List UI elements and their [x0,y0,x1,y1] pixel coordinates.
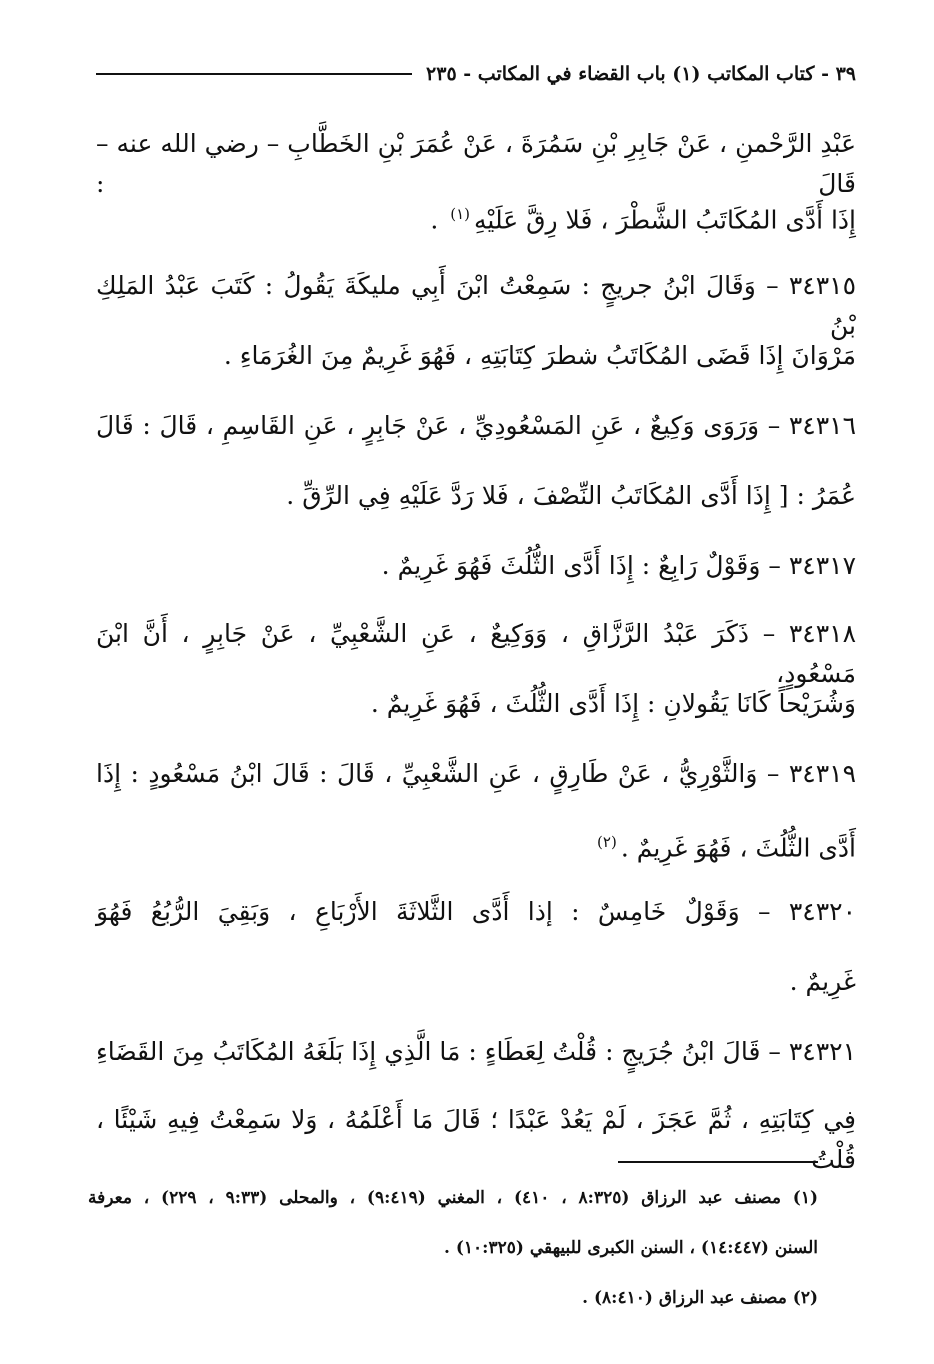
body-line: ٣٤٣١٨ – ذَكَرَ عَبْدُ الرَّزَّاقِ ، وَوَكِيعٌ ، عَنِ الشَّعْبِيِّ ، عَنْ جَابِرٍ ، أَنَّ ابْنَ مَسْعُودٍ، [96,619,856,688]
body-line-text: أَدَّى الثُّلُثَ ، فَهُوَ غَرِيمٌ . [620,833,856,863]
footnote-ref-1[interactable]: (١) [450,205,471,223]
body-line: ٣٤٣١٧ – وَقَوْلٌ رَابِعٌ : إِذَا أَدَّى الثُّلُثَ فَهُوَ غَرِيمٌ . [381,551,856,580]
running-title: ٣٩ - كتاب المكاتب (١) باب القضاء في المكاتب - ٢٣٥ [426,63,856,85]
footnote-separator [618,1161,818,1163]
footnote-ref-2[interactable]: (٢) [597,833,617,851]
body-line: ٣٤٣٢١ – قَالَ ابْنُ جُرَيجٍ : قُلْتُ لِعَطَاءٍ : مَا الَّذِي إِذَا بَلَغَهُ المُكَاتَبُ مِنَ القَضَاءِ [96,1037,856,1066]
body-line: عَبْدِ الرَّحْمنِ ، عَنْ جَابِرِ بْنِ سَمُرَةَ ، عَنْ عُمَرَ بْنِ الخَطَّابِ – رضي الله عنه – قَالَ : [96,129,856,198]
body-line: غَرِيمٌ . [789,967,856,996]
body-line: ٣٤٣١٩ – وَالثَّوْرِيُّ ، عَنْ طَارِقٍ ، عَنِ الشَّعْبِيِّ ، قَالَ : قَالَ ابْنُ مَسْعُودٍ : إِذَا [96,759,856,788]
body-line: فِي كِتَابَتِهِ ، ثُمَّ عَجَزَ ، لَمْ يَعُدْ عَبْدًا ؛ قَالَ مَا أَعْلَمُهُ ، وَلا سَمِعْتُ فِيهِ شَيْئًا ، قُلْتُ [96,1105,856,1174]
body-line-text: إِذَا أَدَّى المُكَاتَبُ الشَّطْرَ ، فَلا رِقَّ عَلَيْهِ [474,205,856,235]
body-line: عُمَرُ : [ إِذَا أَدَّى المُكَاتَبُ النِّصْفَ ، فَلا رَدَّ عَلَيْهِ فِي الرِّقِّ . [286,481,856,510]
body-line-with-note [96,194,856,240]
body-line-with-note [96,822,856,868]
footnote-line: (٢) مصنف عبد الرزاق (٨:٤١٠) . [582,1288,818,1308]
body-line: مَرْوَانَ إِذَا قَضَى المُكَاتَبُ شطرَ كِتَابَتِهِ ، فَهُوَ غَرِيمٌ مِنَ الغُرَمَاءِ . [223,341,856,370]
body-line: وَشُرَيْحاً كَانَا يَقُولانِ : إِذَا أَدَّى الثُّلُثَ ، فَهُوَ غَرِيمٌ . [370,689,856,718]
body-line: ٣٤٣١٥ – وَقَالَ ابْنُ جريجٍ : سَمِعْتُ ابْنَ أَبِي مليكَةَ يَقُولُ : كَتَبَ عَبْدُ المَلِكِ بْنُ [96,271,856,340]
body-line: ٣٤٣٢٠ – وَقَوْلٌ خَامِسٌ : إذا أَدَّى الثَّلاثَةَ الأَرْبَاعِ ، وَبَقِيَ الرُّبُعُ فَهُوَ [96,897,856,926]
footnote-line: السنن (١٤:٤٤٧) ، السنن الكبرى للبيهقي (١٠:٣٢٥) . [444,1238,818,1258]
line-end-period: . [430,205,447,235]
running-header [96,56,856,92]
body-line: ٣٤٣١٦ – وَرَوَى وَكِيعٌ ، عَنِ المَسْعُودِيِّ ، عَنْ جَابِرٍ ، عَنِ القَاسِمِ ، قَالَ : قَالَ [96,411,856,440]
header-rule [96,73,412,75]
footnote-line: (١) مصنف عبد الرزاق (٨:٣٢٥ ، ٤١٠) ، المغني (٩:٤١٩) ، والمحلى (٩:٣٣ ، ٢٢٩) ، معرفة [88,1188,819,1208]
